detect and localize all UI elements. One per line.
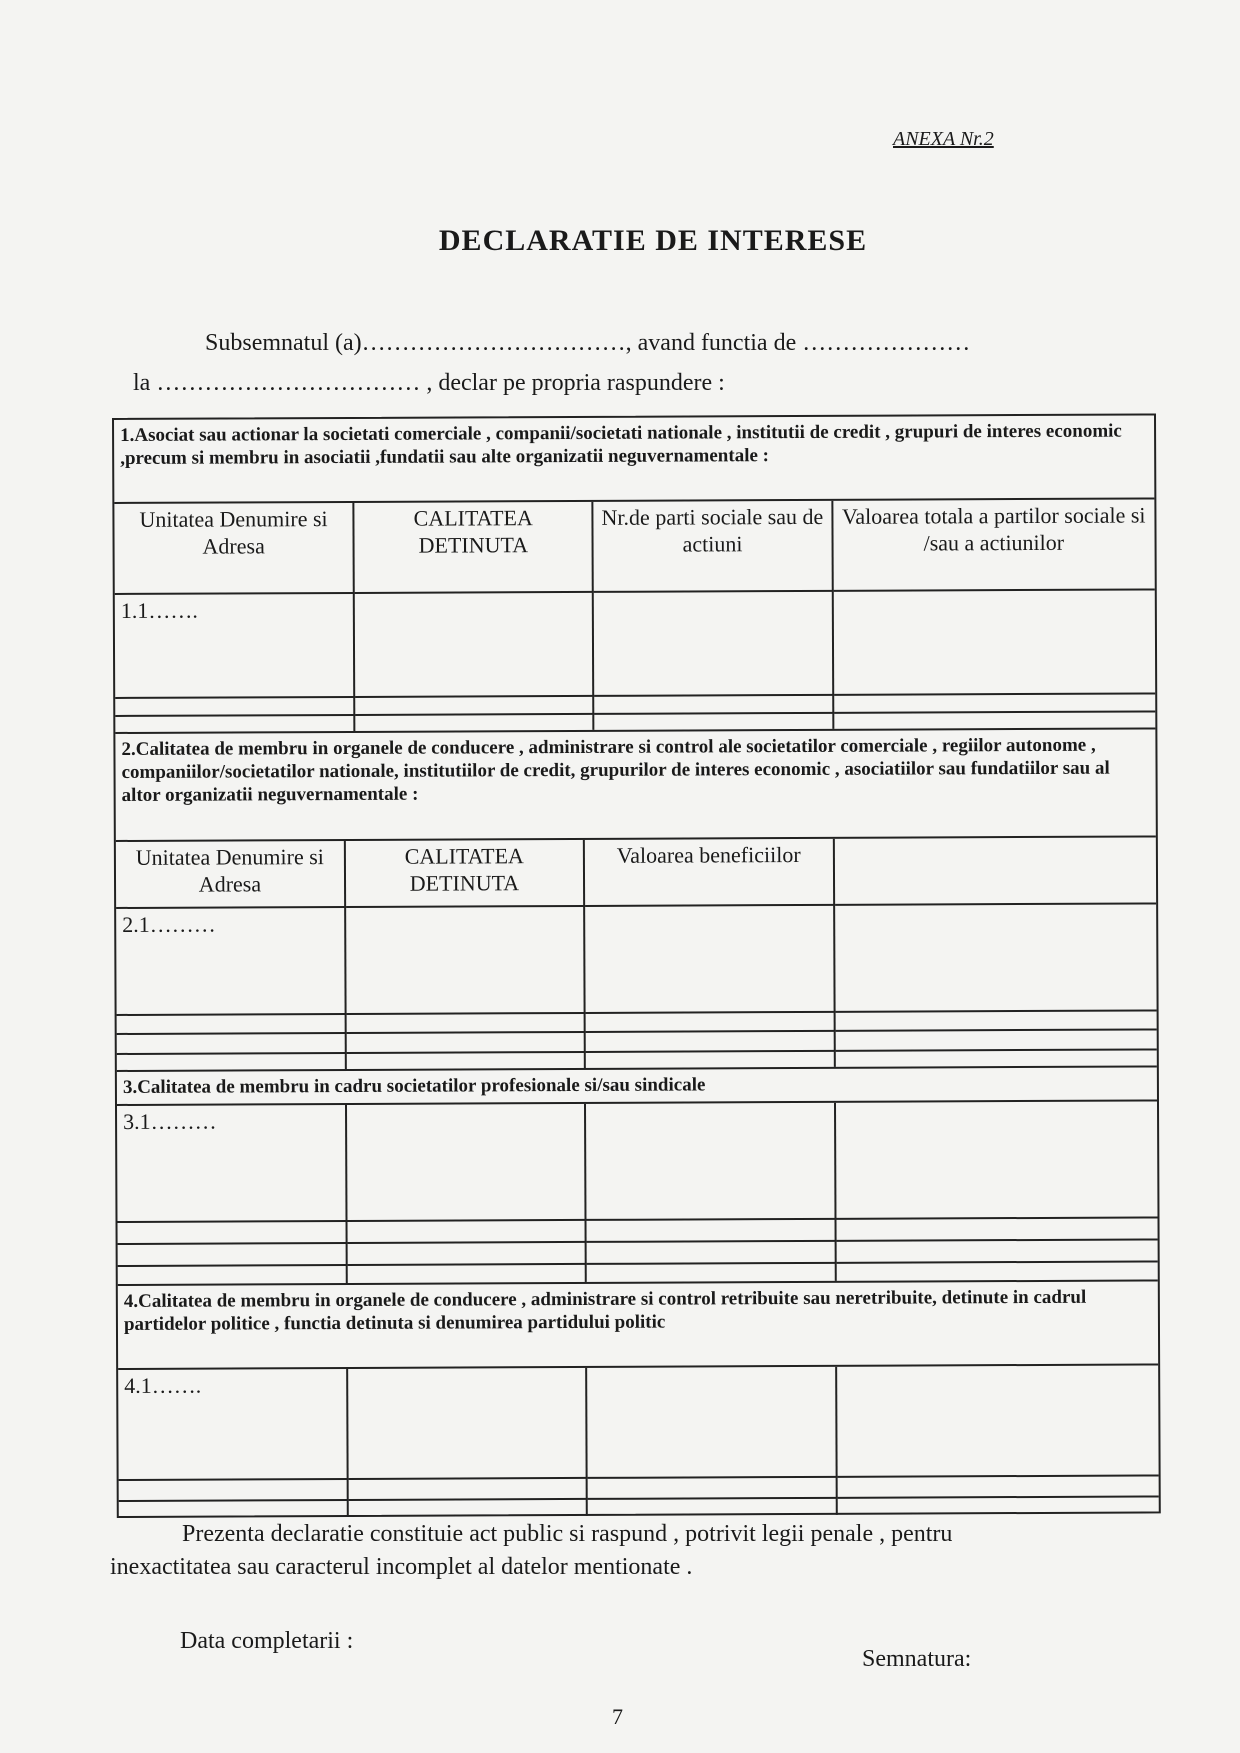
s4-cell[interactable] [836,1476,1159,1498]
section-1-heading: 1.Asociat sau actionar la societati comerciale , companii/societati nationale , institutii de credit , grupuri de interes economic ,precum si membru in asociatii ,fundatii sau alte organizatii neguvernamentale : [114,415,1154,504]
annex-label: ANEXA Nr.2 [893,128,994,150]
s2-cell[interactable] [584,905,834,1013]
s3-cell[interactable] [346,1220,585,1243]
s1-col-shares: Nr.de parti sociale sau de actiuni [593,501,833,592]
s3-cell[interactable] [346,1242,585,1265]
s4-cell[interactable] [119,1500,348,1518]
s2-cell[interactable] [585,1051,835,1068]
s3-cell[interactable] [585,1103,835,1220]
s4-cell[interactable] [119,1479,348,1501]
s2-cell[interactable] [833,837,1156,904]
s3-cell[interactable] [586,1241,836,1264]
s1-cell[interactable] [832,589,1155,694]
document-title: DECLARATIE DE INTERESE [438,224,868,257]
s2-row-1-label[interactable]: 2.1……… [116,907,345,1015]
s1-cell[interactable] [115,696,354,716]
s3-cell[interactable] [118,1265,347,1284]
intro-line-1: Subsemnatul (a)……………………………, avand functia de ………………… [205,330,971,356]
s2-cell[interactable] [117,1053,346,1070]
s1-cell[interactable] [354,714,593,731]
s2-cell[interactable] [834,903,1157,1011]
s3-cell[interactable] [586,1263,836,1282]
legal-statement-line-1: Prezenta declaratie constituie act public si raspund , potrivit legii penale , pentru [182,1521,953,1547]
s2-cell[interactable] [117,1033,346,1053]
s1-cell[interactable] [833,693,1156,713]
s3-cell[interactable] [835,1239,1158,1262]
section-4-table [118,1365,1159,1518]
s1-cell[interactable] [594,713,833,730]
s3-cell[interactable] [118,1243,347,1266]
s2-cell[interactable] [345,1013,584,1033]
section-2-table [116,837,1157,1072]
s4-cell[interactable] [348,1499,587,1517]
s1-col-unit: Unitatea Denumire si Adresa [114,503,354,594]
completion-date-label: Data completarii : [180,1628,354,1654]
legal-statement-line-2: inexactitatea sau caracterul incomplet al datelor mentionate . [110,1554,693,1580]
s4-cell[interactable] [347,1478,586,1500]
s1-cell[interactable] [115,715,354,732]
s1-cell[interactable] [354,592,594,697]
s3-cell[interactable] [585,1219,835,1242]
s2-cell[interactable] [585,1031,835,1052]
s3-cell[interactable] [346,1104,586,1221]
s1-cell[interactable] [594,694,833,714]
s4-cell[interactable] [587,1477,837,1499]
s2-cell[interactable] [834,1030,1157,1051]
s3-cell[interactable] [118,1221,347,1244]
signature-label: Semnatura: [862,1646,972,1672]
s2-col-quality: CALITATEA DETINUTA [345,840,584,907]
s2-cell[interactable] [345,1032,584,1052]
s3-row-1-label[interactable]: 3.1……… [117,1105,346,1222]
s1-cell[interactable] [593,591,833,696]
s4-cell[interactable] [836,1365,1159,1477]
legal-statement [110,1518,1150,1584]
s2-col-benefits: Valoarea beneficiilor [584,839,834,906]
section-1-table [114,499,1155,734]
s1-row-1-label[interactable]: 1.1……. [115,593,355,698]
s2-cell[interactable] [345,906,585,1014]
s1-cell[interactable] [354,695,593,715]
s4-cell[interactable] [586,1367,836,1478]
declaration-form [112,413,1161,1518]
s3-cell[interactable] [835,1261,1157,1281]
s1-cell[interactable] [833,712,1156,729]
s2-cell[interactable] [834,1049,1156,1067]
s3-cell[interactable] [346,1264,585,1283]
section-3-heading: 3.Calitatea de membru in cadru societatilor profesionale si/sau sindicale [117,1067,1157,1106]
s4-row-1-label[interactable]: 4.1……. [118,1369,347,1480]
s2-cell[interactable] [346,1052,585,1069]
s2-col-unit: Unitatea Denumire si Adresa [116,841,345,908]
s2-cell[interactable] [834,1010,1157,1031]
s2-cell[interactable] [585,1012,835,1033]
s1-col-quality: CALITATEA DETINUTA [354,502,594,593]
s1-col-value: Valoarea totala a partilor sociale si /sau a actiunilor [832,499,1155,590]
s3-cell[interactable] [835,1101,1158,1219]
intro-line-2: la …………………………… , declar pe propria raspundere : [133,370,725,396]
s4-cell[interactable] [836,1496,1158,1515]
section-4-heading: 4.Calitatea de membru in organele de conducere , administrare si control retribuite sau neretribuite, detinute in cadrul partidelor politice , functia detinuta si denumirea partidului politic [118,1281,1158,1370]
page-number: 7 [612,1704,623,1729]
s3-cell[interactable] [835,1218,1158,1241]
s2-cell[interactable] [117,1014,346,1034]
s4-cell[interactable] [587,1498,837,1516]
s4-cell[interactable] [347,1368,587,1479]
section-2-heading: 2.Calitatea de membru in organele de conducere , administrare si control ale societatilor comerciale , regiilor autonome , companiilor/societatilor nationale, institutiilor de credit, grupurilor de interes economic , asociatiilor sau fundatiilor sau al altor organizatii neguvernamentale : [115,729,1155,842]
section-3-table [117,1101,1158,1286]
